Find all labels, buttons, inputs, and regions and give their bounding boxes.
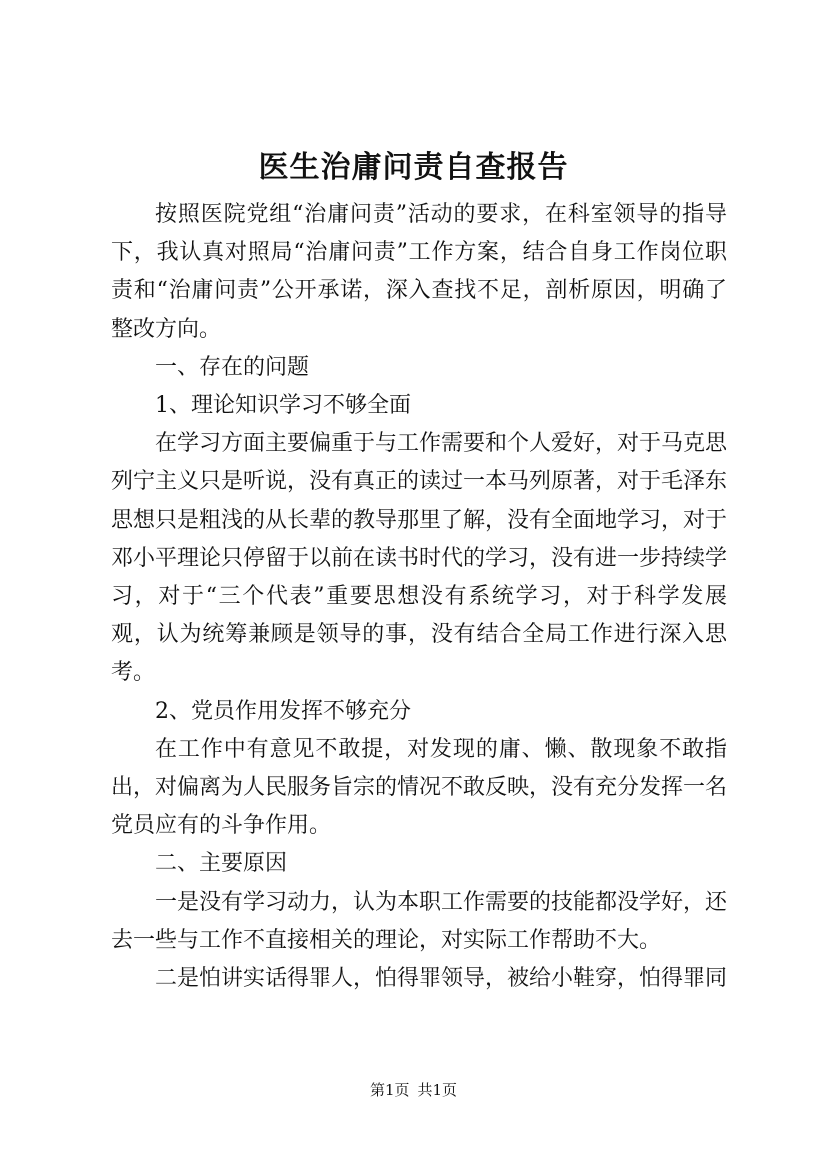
paragraph-party-role: 在工作中有意见不敢提，对发现的庸、懒、散现象不敢指出，对偏离为人民服务旨宗的情况不敢反映，没有充分发挥一名党员应有的斗争作用。 (111, 736, 728, 839)
subheading-party-role: 2、党员作用发挥不够充分 (155, 698, 411, 724)
paragraph-cause-two: 二是怕讲实话得罪人，怕得罪领导，被给小鞋穿，怕得罪同 (155, 966, 728, 992)
document-body (111, 196, 727, 998)
paragraph-intro: 按照医院党组“治庸问责”活动的要求，在科室领导的指导下，我认真对照局“治庸问责”工作方案，结合自身工作岗位职责和“治庸问责”公开承诺，深入查找不足，剖析原因，明确了整改方向。 (111, 202, 727, 342)
page-number-current: 第1页 (369, 1081, 410, 1099)
page-number-total: 共1页 (417, 1081, 458, 1099)
document-title: 医生治庸问责自查报告 (258, 150, 569, 185)
section-heading-causes: 二、主要原因 (155, 851, 288, 877)
page-footer (0, 1080, 827, 1100)
section-heading-problems: 一、存在的问题 (155, 354, 310, 380)
paragraph-theory-study: 在学习方面主要偏重于与工作需要和个人爱好，对于马克思列宁主义只是听说，没有真正的读过一本马列原著，对于毛泽东思想只是粗浅的从长辈的教导那里了解，没有全面地学习，对于邓小平理论只停留于以前在读书时代的学习，没有进一步持续学习，对于“三个代表”重要思想没有系统学习，对于科学发展观，认为统筹兼顾是领导的事，没有结合全局工作进行深入思考。 (111, 431, 728, 686)
subheading-theory-study: 1、理论知识学习不够全面 (155, 393, 411, 419)
paragraph-cause-one: 一是没有学习动力，认为本职工作需要的技能都没学好，还去一些与工作不直接相关的理论，对实际工作帮助不大。 (111, 889, 728, 953)
